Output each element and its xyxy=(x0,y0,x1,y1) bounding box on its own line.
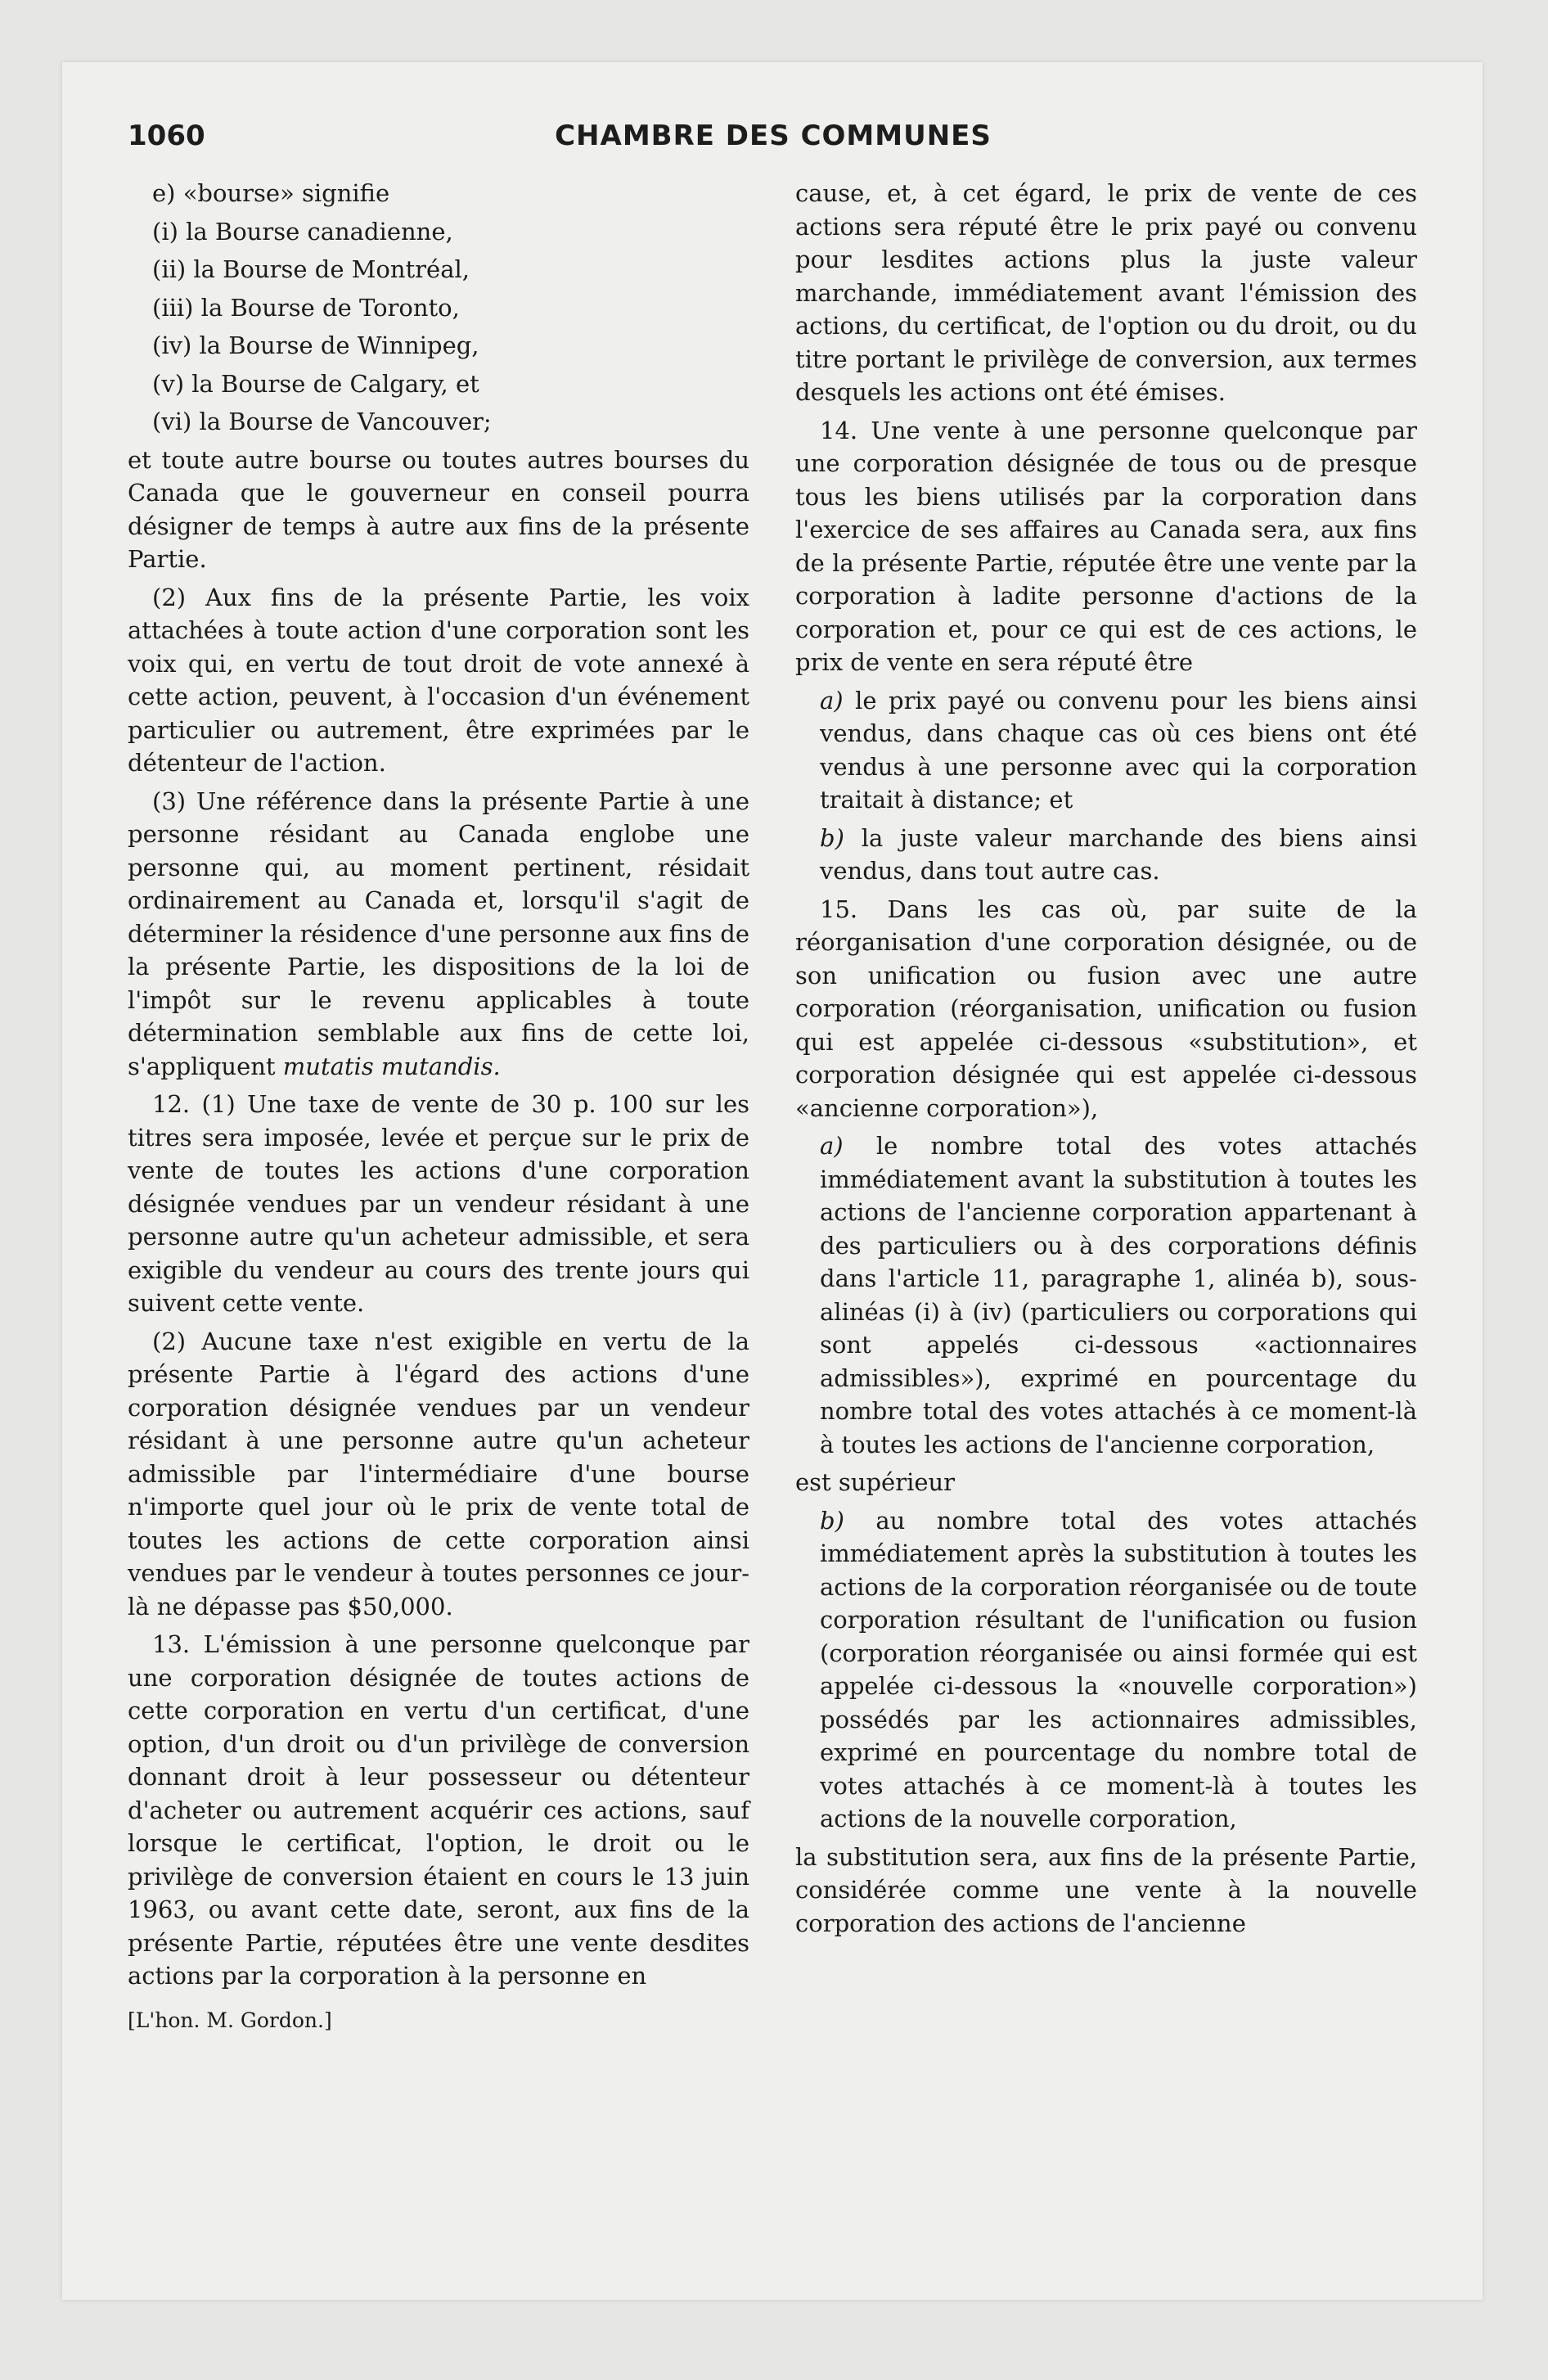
page-header xyxy=(128,119,1419,169)
paragraph: et toute autre bourse ou toutes autres bourses du Canada que le gouverneur en conseil pourra désigner de temps à autre aux fins de la présente Partie. xyxy=(128,445,749,573)
speaker-note: [L'hon. M. Gordon.] xyxy=(128,2008,332,2032)
section-15: 15. Dans les cas où, par suite de la réorganisation d'une corporation désignée, ou de son unification ou fusion avec une autre corporation (réorganisation, unification ou fusion qui est appelée ci-dessous «substitution», et corporation désignée qui est appelée ci-dessous «ancienne corporation»), xyxy=(795,895,1417,1122)
clause-label: a) xyxy=(820,1132,844,1160)
clause-a xyxy=(795,684,1417,817)
right-column xyxy=(795,177,1417,1940)
paragraph: est supérieur xyxy=(795,1468,956,1496)
clause-b xyxy=(795,822,1417,888)
bourse-item: (vi) la Bourse de Vancouver; xyxy=(152,408,492,435)
paragraph: cause, et, à cet égard, le prix de vente de ces actions sera réputé être le prix payé ou convenu pour lesdites actions plus la juste valeur marchande, immédiatement avant l'émission des actions, du certificat, de l'option ou du droit, ou du titre portant le privilège de conversion, aux termes desquels les actions ont été émises. xyxy=(795,179,1417,406)
paragraph xyxy=(128,785,749,1084)
clause-text: la juste valeur marchande des biens ainsi vendus, dans tout autre cas. xyxy=(820,823,1417,885)
clause-label: a) xyxy=(820,686,844,714)
section-12-2: (2) Aucune taxe n'est exigible en vertu de la présente Partie à l'égard des actions d'une corporation désignée vendues par un vendeur résidant à une personne autre qu'un acheteur admissible par l'intermédiaire d'une bourse n'importe quel jour où le prix de vente total de toutes les actions de cette corporation ainsi vendues par le vendeur à toutes personnes ce jour-là ne dépasse pas $50,000. xyxy=(128,1327,749,1620)
latin-phrase: mutatis mutandis. xyxy=(282,1052,501,1080)
bourse-item: (iii) la Bourse de Toronto, xyxy=(152,293,460,322)
definition-bourse: e) «bourse» signifie xyxy=(152,179,390,207)
paragraph: (2) Aux fins de la présente Partie, les voix attachées à toute action d'une corporation sont les voix qui, en vertu de tout droit de vote annexé à cette action, peuvent, à l'occasion d'un événement particulier ou autrement, être exprimées par le détenteur de l'action. xyxy=(128,583,749,777)
bourse-item: (i) la Bourse canadienne, xyxy=(152,217,453,246)
paragraph-text: (3) Une référence dans la présente Partie à une personne résidant au Canada englobe une personne qui, au moment pertinent, résidait ordinairement au Canada et, lorsqu'il s'agit de déterminer la résidence d'une personne aux fins de la présente Partie, les dispositions de la loi de l'impôt sur le revenu applicables à toute détermination semblable aux fins de cette loi, s'appliquent xyxy=(128,787,749,1080)
left-column xyxy=(128,177,749,2037)
clause-text: le prix payé ou convenu pour les biens ainsi vendus, dans chaque cas où ces biens ont été vendus à une personne avec qui la corporation traitait à distance; et xyxy=(820,686,1418,814)
clause-text: le nombre total des votes attachés immédiatement avant la substitution à toutes les actions de l'ancienne corporation appartenant à des particuliers ou à des corporations définis dans l'article 11, paragraphe 1, alinéa b), sous-alinéas (i) à (iv) (particuliers ou corporations qui sont appelés ci-dessous «actionnaires admissibles»), exprimé en pourcentage du nombre total des votes attachés à ce moment-là à toutes les actions de l'ancienne corporation, xyxy=(820,1132,1417,1458)
page-number: 1060 xyxy=(128,119,205,152)
paragraph: la substitution sera, aux fins de la présente Partie, considérée comme une vente à la nouvelle corporation des actions de l'ancienne xyxy=(795,1842,1417,1937)
bourse-item: (v) la Bourse de Calgary, et xyxy=(152,369,479,398)
section-14: 14. Une vente à une personne quelconque par une corporation désignée de tous ou de presque tous les biens utilisés par la corporation dans l'exercice de ses affaires au Canada sera, aux fins de la présente Partie, réputée être une vente par la corporation à ladite personne d'actions de la corporation et, pour ce qui est de ces actions, le prix de vente en sera réputé être xyxy=(795,416,1417,676)
bourse-item: (iv) la Bourse de Winnipeg, xyxy=(152,331,479,359)
document-page xyxy=(62,62,1483,2300)
clause-a xyxy=(795,1129,1417,1461)
clause-label: b) xyxy=(820,823,844,852)
section-12-1: 12. (1) Une taxe de vente de 30 p. 100 sur les titres sera imposée, levée et perçue sur le prix de vente de toutes les actions d'une corporation désignée vendues par un vendeur résidant à une personne autre qu'un acheteur admissible, et sera exigible du vendeur au cours des trente jours qui suivent cette vente. xyxy=(128,1090,749,1317)
clause-label: b) xyxy=(820,1506,844,1535)
clause-text: au nombre total des votes attachés immédiatement après la substitution à toutes les actions de la corporation réorganisée ou de toute corporation résultant de l'unification ou fusion (corporation réorganisée ou ainsi formée qui est appelée ci-dessous la «nouvelle corporation») possédés par les actionnaires admissibles, exprimé en pourcentage du nombre total de votes attachés à ce moment-là à toutes les actions de la nouvelle corporation, xyxy=(820,1506,1417,1832)
section-13: 13. L'émission à une personne quelconque par une corporation désignée de toutes actions de cette corporation en vertu d'un certificat, d'une option, d'un droit ou d'un privilège de conversion donnant droit à leur possesseur ou détenteur d'acheter ou autrement acquérir ces actions, sauf lorsque le certificat, l'option, le droit ou le privilège de conversion étaient en cours le 13 juin 1963, ou avant cette date, seront, aux fins de la présente Partie, réputées être une vente desdites actions par la corporation à la personne en xyxy=(128,1630,749,1990)
running-head: CHAMBRE DES COMMUNES xyxy=(555,119,992,152)
clause-b xyxy=(795,1504,1417,1836)
bourse-item: (ii) la Bourse de Montréal, xyxy=(152,255,470,283)
